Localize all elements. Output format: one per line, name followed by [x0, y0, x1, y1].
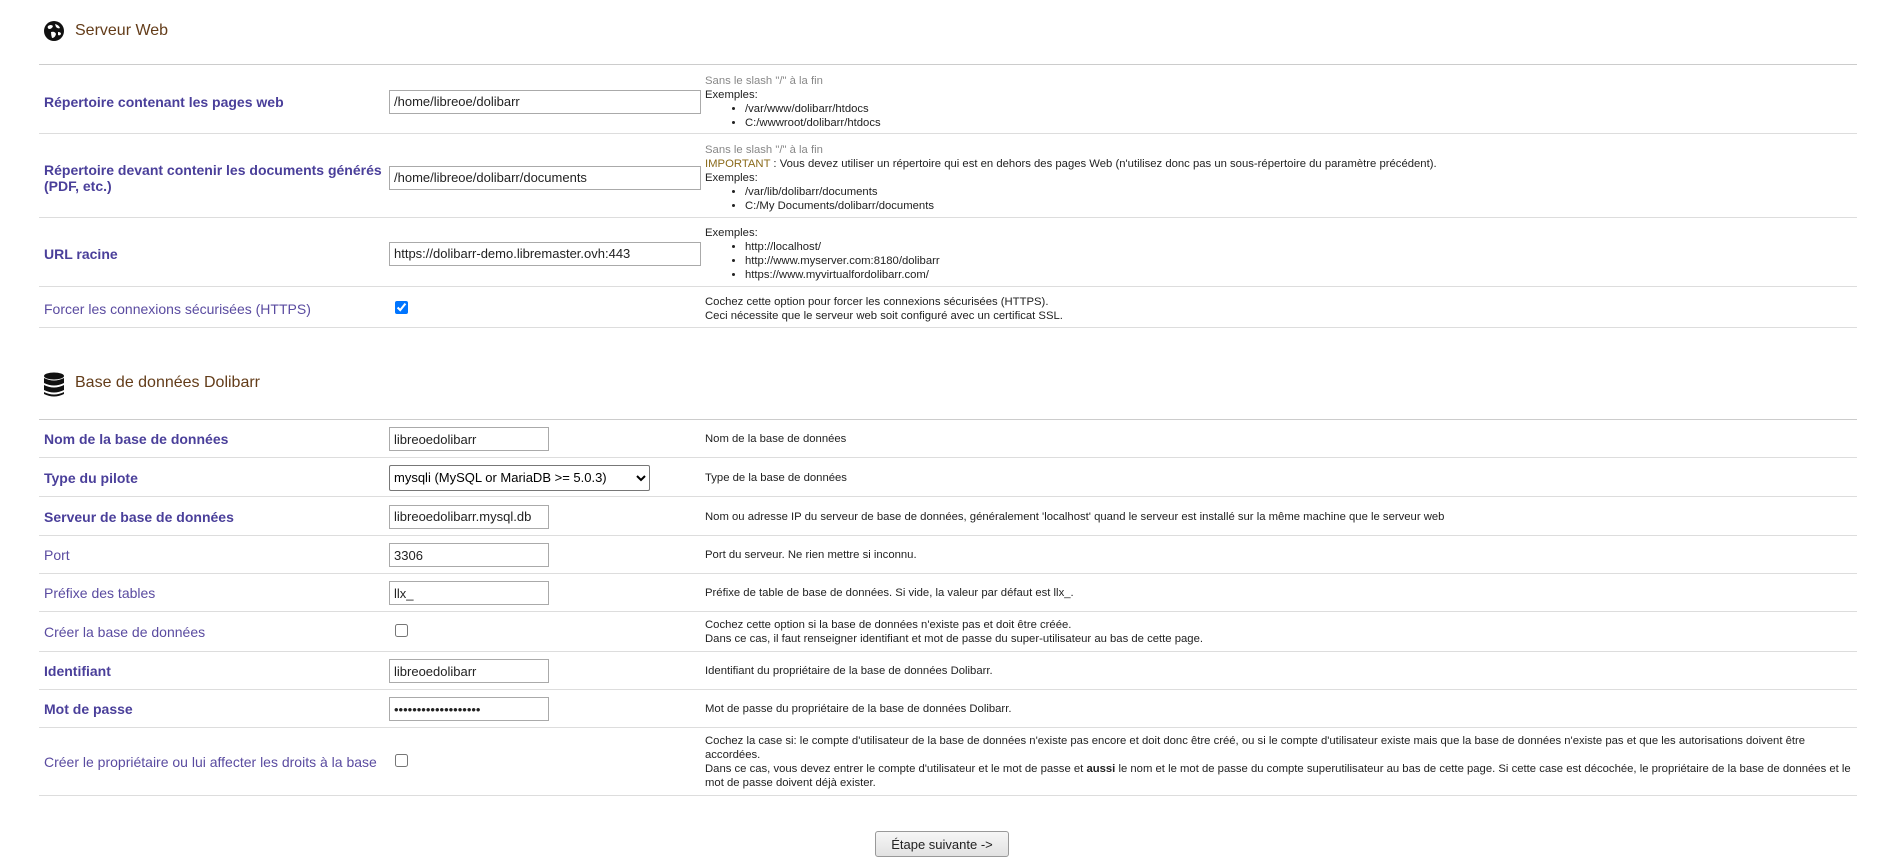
createuser-help-line1: Cochez la case si: le compte d'utilisateur de la base de données n'existe pas encore et doit donc être créé, ou si le compte d'utilisateur existe mais que la base de données n'existe pas et que les autorisations doivent être accordées.	[705, 735, 1806, 761]
url-label: URL racine	[44, 245, 118, 262]
user-input[interactable]	[389, 659, 549, 683]
password-input[interactable]	[389, 697, 549, 721]
datadir-examples-label: Exemples:	[705, 171, 758, 184]
webserver-section-header	[43, 20, 168, 42]
docroot-example: • /var/www/dolibarr/htdocs	[745, 102, 1857, 116]
createuser-label: Créer le propriétaire ou lui affecter les droits à la base	[44, 754, 377, 770]
datadir-example: • C:/My Documents/dolibarr/documents	[745, 199, 1857, 213]
row-createuser	[39, 729, 1857, 796]
docroot-note: Sans le slash "/" à la fin	[705, 74, 823, 87]
row-datadir	[39, 138, 1857, 218]
docroot-input[interactable]	[389, 90, 701, 114]
prefix-help: Préfixe de table de base de données. Si vide, la valeur par défaut est llx_.	[705, 587, 1074, 599]
row-url	[39, 221, 1857, 287]
row-createdb	[39, 613, 1857, 652]
datadir-help	[705, 143, 1857, 213]
createuser-help	[705, 734, 1857, 790]
webserver-section-title: Serveur Web	[75, 22, 169, 39]
database-separator	[39, 419, 1857, 420]
url-help	[705, 226, 1857, 282]
url-example: • https://www.myvirtualfordolibarr.com/	[745, 268, 1857, 282]
driver-help: Type de la base de données	[705, 471, 847, 484]
globe-icon	[43, 20, 65, 42]
important-text: : Vous devez utiliser un répertoire qui est en dehors des pages Web (n'utilisez donc pas un sous-répertoire du paramètre précédent).	[770, 157, 1437, 170]
docroot-help	[705, 74, 1857, 130]
createdb-help-line1: Cochez cette option si la base de données n'existe pas et doit être créée.	[705, 619, 1072, 631]
https-help-line2: Ceci nécessite que le serveur web soit configuré avec un certificat SSL.	[705, 309, 1063, 322]
webserver-separator	[39, 64, 1857, 65]
createdb-checkbox[interactable]	[395, 624, 408, 637]
port-help: Port du serveur. Ne rien mettre si inconnu.	[705, 549, 917, 561]
password-help: Mot de passe du propriétaire de la base de données Dolibarr.	[705, 703, 1012, 715]
host-help: Nom ou adresse IP du serveur de base de données, généralement 'localhost' quand le serveur est installé sur la même machine que le serveur web	[705, 510, 1445, 523]
createdb-help-line2: Dans ce cas, il faut renseigner identifiant et mot de passe du super-utilisateur au bas de cette page.	[705, 633, 1203, 645]
prefix-input[interactable]	[389, 581, 549, 605]
dbname-input[interactable]	[389, 427, 549, 451]
docroot-examples-label: Exemples:	[705, 88, 758, 101]
url-example: • http://localhost/	[745, 240, 1857, 254]
https-help-line1: Cochez cette option pour forcer les connexions sécurisées (HTTPS).	[705, 295, 1049, 308]
prefix-label: Préfixe des tables	[44, 585, 156, 601]
host-label: Serveur de base de données	[44, 508, 234, 525]
next-step-button[interactable]: Étape suivante ->	[875, 831, 1009, 857]
database-section-header	[43, 372, 260, 394]
row-https	[39, 290, 1857, 328]
row-docroot	[39, 70, 1857, 134]
driver-select[interactable]	[389, 465, 650, 491]
datadir-example: • /var/lib/dolibarr/documents	[745, 185, 1857, 199]
row-user	[39, 653, 1857, 690]
datadir-important	[705, 157, 1857, 171]
row-driver	[39, 459, 1857, 497]
createdb-help	[705, 618, 1857, 646]
datadir-input[interactable]	[389, 166, 701, 190]
url-examples-label: Exemples:	[705, 226, 758, 239]
database-section-title: Base de données Dolibarr	[75, 374, 261, 391]
port-input[interactable]	[389, 543, 549, 567]
url-input[interactable]	[389, 242, 701, 266]
user-help: Identifiant du propriétaire de la base de données Dolibarr.	[705, 665, 993, 677]
dbname-help: Nom de la base de données	[705, 433, 847, 445]
https-label: Forcer les connexions sécurisées (HTTPS)	[44, 300, 311, 317]
password-label: Mot de passe	[44, 701, 133, 717]
createuser-checkbox[interactable]	[395, 754, 408, 767]
createuser-help-part: le nom et le mot de passe du compte superutilisateur au bas de cette page. Si cette case est décochée, le propriétaire de la base de données et le mot de passe doivent déjà exister.	[705, 763, 1851, 789]
driver-label: Type du pilote	[44, 469, 138, 486]
user-label: Identifiant	[44, 663, 111, 679]
row-prefix	[39, 575, 1857, 612]
https-checkbox[interactable]	[395, 301, 408, 314]
docroot-label: Répertoire contenant les pages web	[44, 93, 284, 110]
important-label: IMPORTANT	[705, 157, 771, 170]
row-dbname	[39, 421, 1857, 458]
datadir-label: Répertoire devant contenir les documents générés (PDF, etc.)	[44, 161, 382, 194]
dbname-label: Nom de la base de données	[44, 431, 229, 447]
datadir-note: Sans le slash "/" à la fin	[705, 143, 823, 156]
database-icon	[43, 372, 65, 394]
host-input[interactable]	[389, 505, 549, 529]
createdb-label: Créer la base de données	[44, 624, 206, 640]
row-password	[39, 691, 1857, 728]
docroot-example: • C:/wwwroot/dolibarr/htdocs	[745, 116, 1857, 130]
createuser-help-bold: aussi	[1086, 763, 1116, 775]
createuser-help-line2	[705, 762, 1857, 790]
url-example: • http://www.myserver.com:8180/dolibarr	[745, 254, 1857, 268]
row-port	[39, 537, 1857, 574]
port-label: Port	[44, 547, 70, 563]
https-help	[705, 295, 1857, 323]
row-host	[39, 498, 1857, 536]
createuser-help-part: Dans ce cas, vous devez entrer le compte d'utilisateur et le mot de passe et	[705, 763, 1087, 775]
